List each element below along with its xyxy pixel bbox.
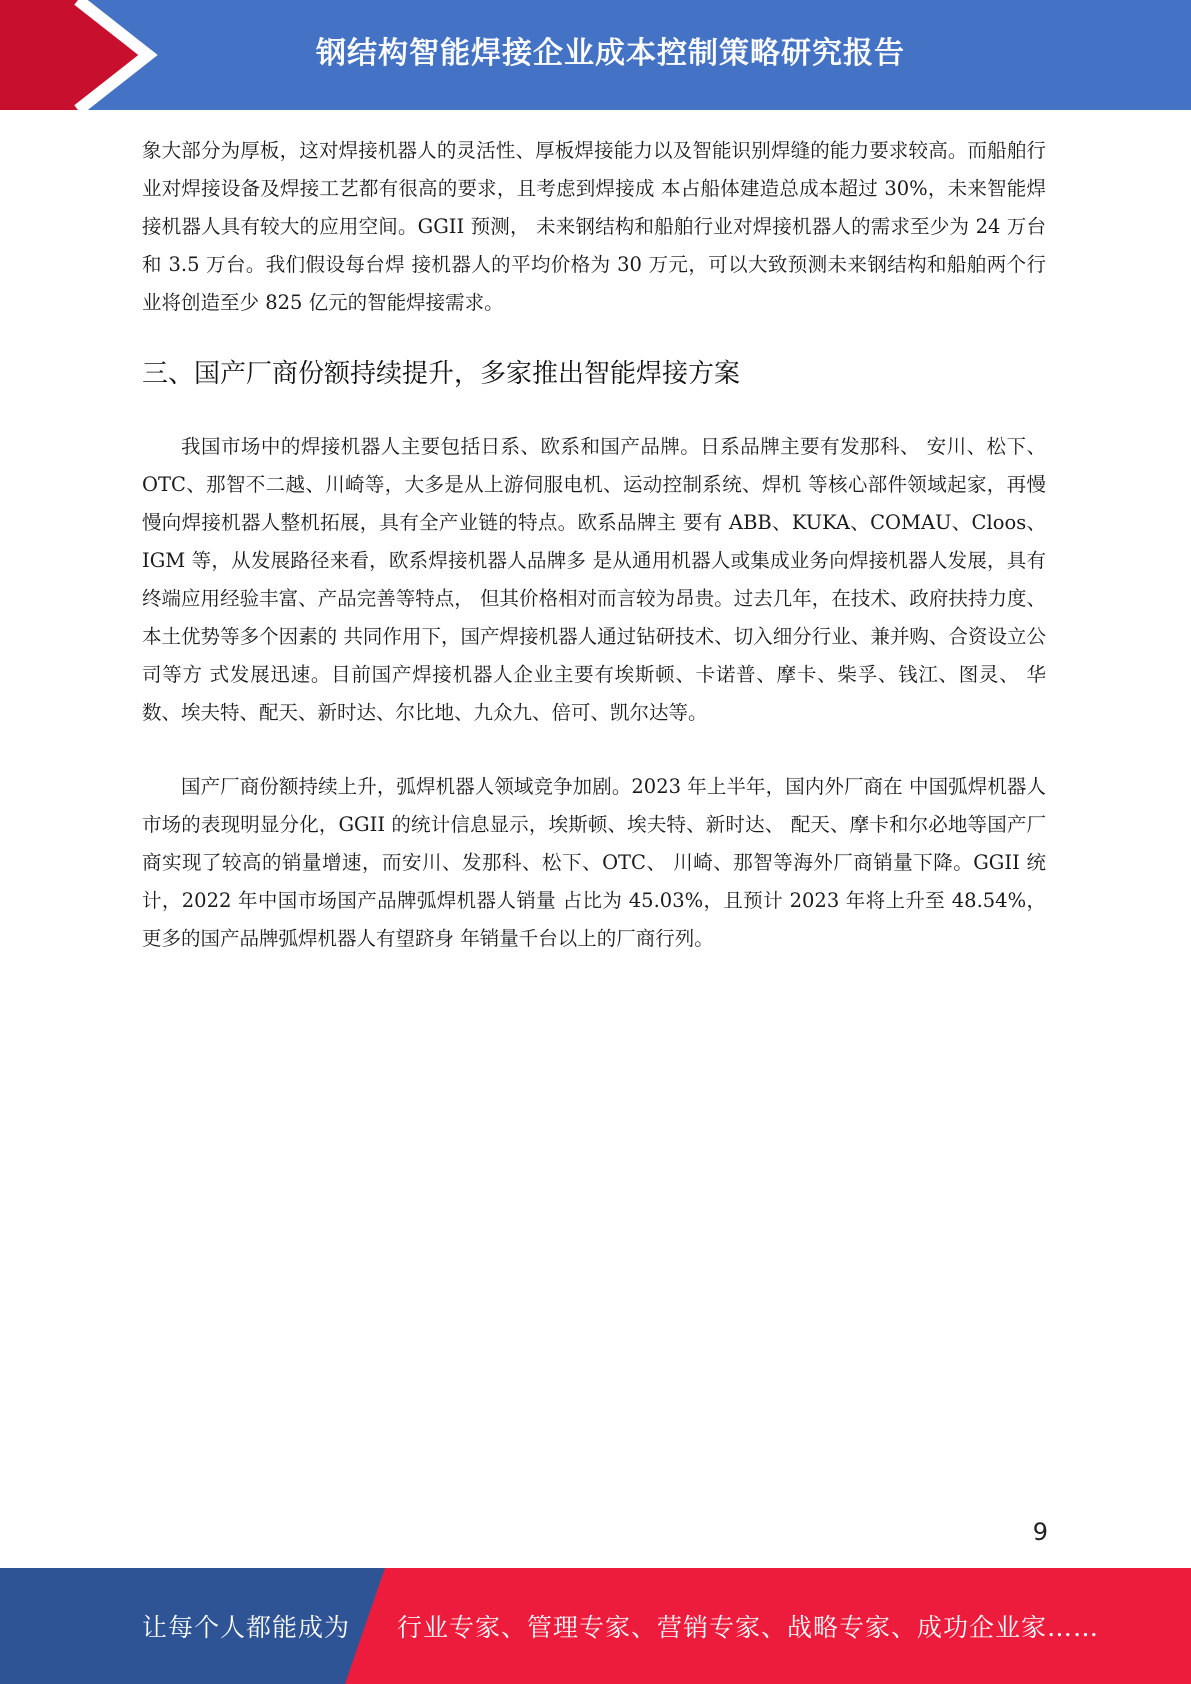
body-paragraph-brands: 我国市场中的焊接机器人主要包括日系、欧系和国产品牌。日系品牌主要有发那科、 安川、松下、OTC、那智不二越、川崎等，大多是从上游伺服电机、运动控制系统、焊机 等核心部件领域起家，再慢慢向焊接机器人整机拓展，具有全产业链的特点。欧系品牌主 要有 ABB、KUKA、COMAU、Cloos、IGM 等，从发展路径来看，欧系焊接机器人品牌多 是从通用机器人或集成业务向焊接机器人发展，具有终端应用经验丰富、产品完善等特点， 但其价格相对而言较为昂贵。过去几年，在技术、政府扶持力度、本土优势等多个因素的 共同作用下，国产焊接机器人通过钻研技术、切入细分行业、兼并购、合资设立公司等方 式发展迅速。目前国产焊接机器人企业主要有埃斯顿、卡诺普、摩卡、柴孚、钱江、图灵、 华数、埃夫特、配天、新时达、尔比地、九众九、倍可、凯尔达等。 — [142, 435, 1046, 724]
page-number: 9 — [1032, 1518, 1048, 1546]
page-footer — [0, 1568, 1191, 1684]
body-paragraph-continued: 象大部分为厚板，这对焊接机器人的灵活性、厚板焊接能力以及智能识别焊缝的能力要求较高。而船舶行业对焊接设备及焊接工艺都有很高的要求，且考虑到焊接成 本占船体建造总成本超过 30%，未来智能焊接机器人具有较大的应用空间。GGII 预测， 未来钢结构和船舶行业对焊接机器人的需求至少为 24 万台和 3.5 万台。我们假设每台焊 接机器人的平均价格为 30 万元，可以大致预测未来钢结构和船舶两个行业将创造至少 825 亿元的智能焊接需求。 — [142, 139, 1046, 314]
footer-slogan-left: 让每个人都能成为 — [142, 1613, 351, 1642]
body-paragraph-market-share: 国产厂商份额持续上升，弧焊机器人领域竞争加剧。2023 年上半年，国内外厂商在 中国弧焊机器人市场的表现明显分化，GGII 的统计信息显示，埃斯顿、埃夫特、新时达、 配天、摩卡和尔必地等国产厂商实现了较高的销量增速，而安川、发那科、松下、OTC、 川崎、那智等海外厂商销量下降。GGII 统计，2022 年中国市场国产品牌弧焊机器人销量 占比为 45.03%，且预计 2023 年将上升至 48.54%，更多的国产品牌弧焊机器人有望跻身 年销量千台以上的厂商行列。 — [142, 775, 1046, 950]
footer-slogan-right: 行业专家、管理专家、营销专家、战略专家、成功企业家…… — [397, 1613, 1100, 1642]
document-title: 钢结构智能焊接企业成本控制策略研究报告 — [316, 36, 905, 71]
main-content — [142, 132, 1046, 958]
section-heading: 三、国产厂商份额持续提升，多家推出智能焊接方案 — [142, 359, 741, 389]
page-header — [0, 0, 1191, 110]
